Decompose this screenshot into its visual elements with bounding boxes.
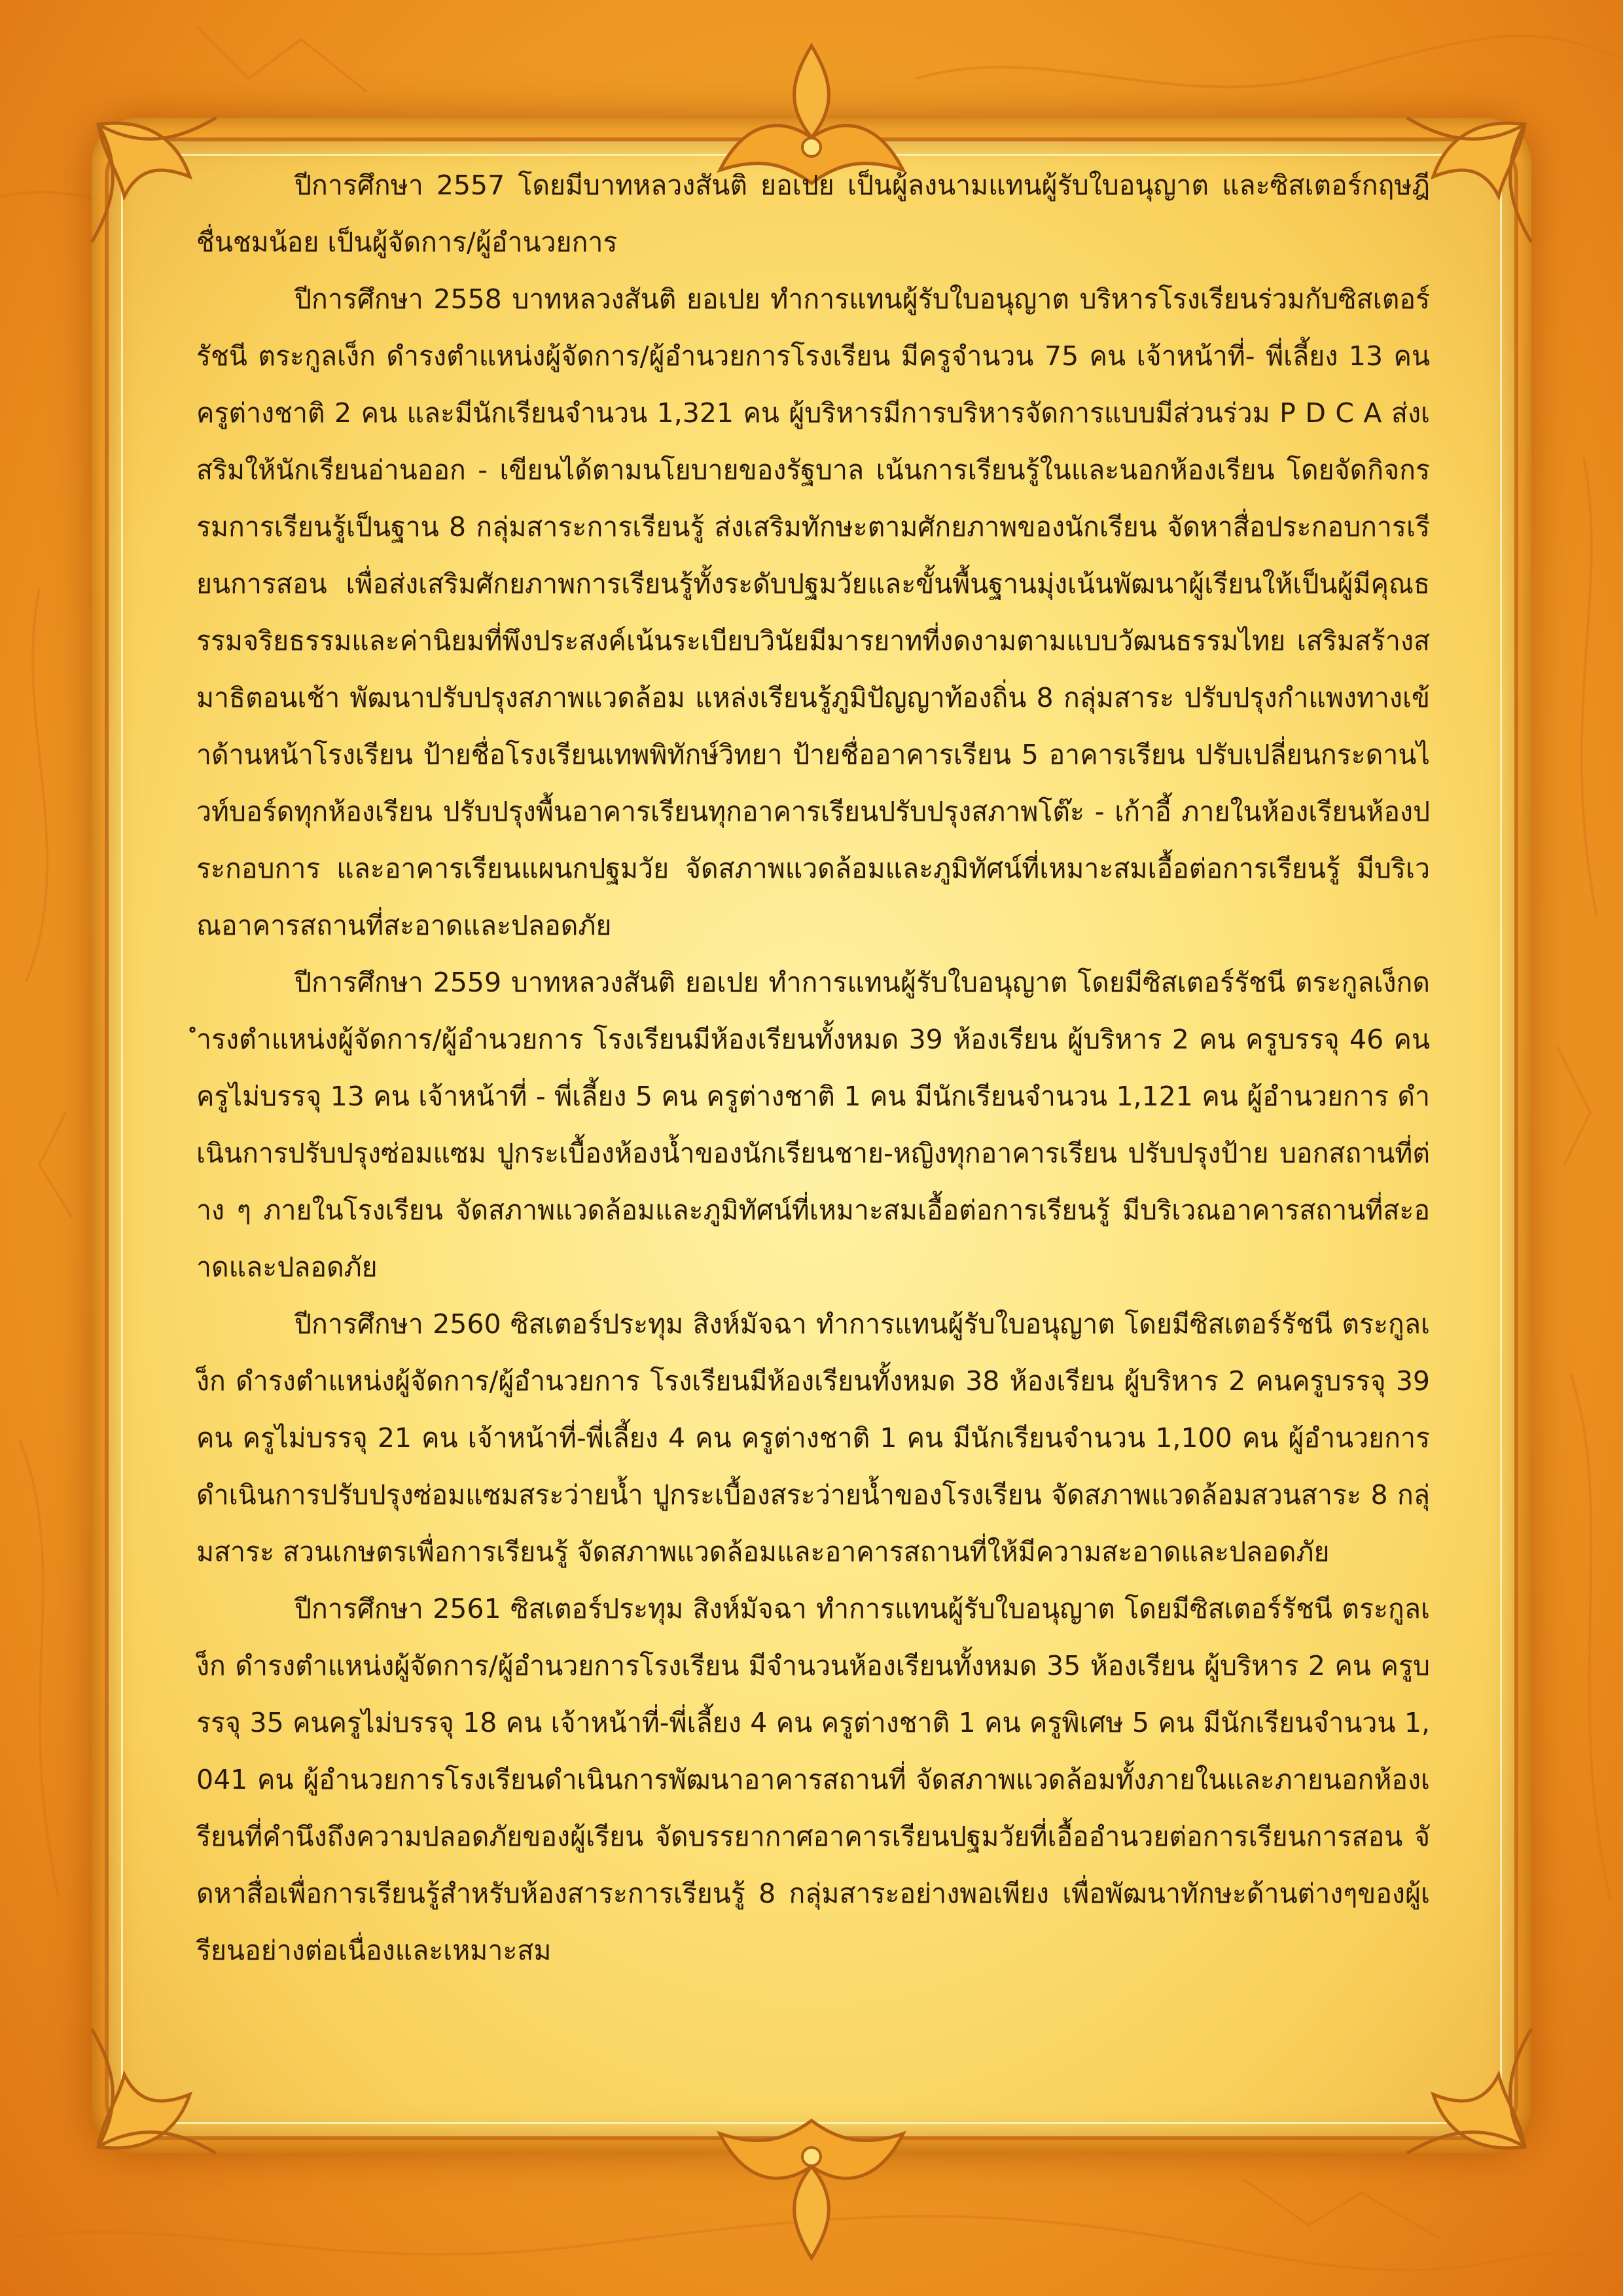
paragraph-2558: ปีการศึกษา 2558 บาทหลวงสันติ ยอเปย ทำการแทนผู้รับใบอนุญาต บริหารโรงเรียนร่วมกับซิสเตอร์รัชนี ตระกูลเง็ก ดำรงตำแหน่งผู้จัดการ/ผู้อำนวยการโรงเรียน มีครูจำนวน 75 คน เจ้าหน้าที่- พี่เลี้ยง 13 คน ครูต่างชาติ 2 คน และมีนักเรียนจำนวน 1,321 คน ผู้บริหารมีการบริหารจัดการแบบมีส่วนร่วม P D C A ส่งเสริมให้นักเรียนอ่านออก - เขียนได้ตามนโยบายของรัฐบาล เน้นการเรียนรู้ในและนอกห้องเรียน โดยจัดกิจกรรมการเรียนรู้เป็นฐาน 8 กลุ่มสาระการเรียนรู้ ส่งเสริมทักษะตามศักยภาพของนักเรียน จัดหาสื่อประกอบการเรียนการสอน เพื่อส่งเสริมศักยภาพการเรียนรู้ทั้งระดับปฐมวัยและขั้นพื้นฐานมุ่งเน้นพัฒนาผู้เรียนให้เป็นผู้มีคุณธรรมจริยธรรมและค่านิยมที่พึงประสงค์เน้นระเบียบวินัยมีมารยาทที่งดงามตามแบบวัฒนธรรมไทย เสริมสร้างสมาธิตอนเช้า พัฒนาปรับปรุงสภาพแวดล้อม แหล่งเรียนรู้ภูมิปัญญาท้องถิ่น 8 กลุ่มสาระ ปรับปรุงกำแพงทางเข้าด้านหน้าโรงเรียน ป้ายชื่อโรงเรียนเทพพิทักษ์วิทยา ป้ายชื่ออาคารเรียน 5 อาคารเรียน ปรับเปลี่ยนกระดานไวท์บอร์ดทุกห้องเรียน ปรับปรุงพื้นอาคารเรียนทุกอาคารเรียนปรับปรุงสภาพโต๊ะ - เก้าอี้ ภายในห้องเรียนห้องประกอบการ และอาคารเรียนแผนกปฐมวัย จัดสภาพแวดล้อมและภูมิทัศน์ที่เหมาะสมเอื้อต่อการเรียนรู้ มีบริเวณอาคารสถานที่สะอาดและปลอดภัย [196, 283, 1430, 941]
paragraph-2557: ปีการศึกษา 2557 โดยมีบาทหลวงสันติ ยอเปย เป็นผู้ลงนามแทนผู้รับใบอนุญาต และซิสเตอร์กฤษฎี ชื่นชมน้อย เป็นผู้จัดการ/ผู้อำนวยการ [196, 170, 1430, 258]
floral-corner-icon [1381, 2003, 1538, 2160]
paragraph-2559: ปีการศึกษา 2559 บาทหลวงสันติ ยอเปย ทำการแทนผู้รับใบอนุญาต โดยมีซิสเตอร์รัชนี ตระกูลเง็กดำรงตำแหน่งผู้จัดการ/ผู้อำนวยการ โรงเรียนมีห้องเรียนทั้งหมด 39 ห้องเรียน ผู้บริหาร 2 คน ครูบรรจุ 46 คน ครูไม่บรรจุ 13 คน เจ้าหน้าที่ - พี่เลี้ยง 5 คน ครูต่างชาติ 1 คน มีนักเรียนจำนวน 1,121 คน ผู้อำนวยการ ดำเนินการปรับปรุงซ่อมแซม ปูกระเบื้องห้องน้ำของนักเรียนชาย-หญิงทุกอาคารเรียน ปรับปรุงป้าย บอกสถานที่ต่าง ๆ ภายในโรงเรียน จัดสภาพแวดล้อมและภูมิทัศน์ที่เหมาะสมเอื้อต่อการเรียนรู้ มีบริเวณอาคารสถานที่สะอาดและปลอดภัย [196, 967, 1430, 1283]
paragraph-2560: ปีการศึกษา 2560 ซิสเตอร์ประทุม สิงห์มัจฉา ทำการแทนผู้รับใบอนุญาต โดยมีซิสเตอร์รัชนี ตระกูลเง็ก ดำรงตำแหน่งผู้จัดการ/ผู้อำนวยการ โรงเรียนมีห้องเรียนทั้งหมด 38 ห้องเรียน ผู้บริหาร 2 คนครูบรรจุ 39 คน ครูไม่บรรจุ 21 คน เจ้าหน้าที่-พี่เลี้ยง 4 คน ครูต่างชาติ 1 คน มีนักเรียนจำนวน 1,100 คน ผู้อำนวยการ ดำเนินการปรับปรุงซ่อมแซมสระว่ายน้ำ ปูกระเบื้องสระว่ายน้ำของโรงเรียน จัดสภาพแวดล้อมสวนสาระ 8 กลุ่มสาระ สวนเกษตรเพื่อการเรียนรู้ จัดสภาพแวดล้อมและอาคารสถานที่ให้มีความสะอาดและปลอดภัย [196, 1308, 1430, 1568]
floral-corner-icon [85, 2003, 242, 2160]
floral-crest-icon [713, 2114, 910, 2265]
paragraph-2561: ปีการศึกษา 2561 ซิสเตอร์ประทุม สิงห์มัจฉา ทำการแทนผู้รับใบอนุญาต โดยมีซิสเตอร์รัชนี ตระกูลเง็ก ดำรงตำแหน่งผู้จัดการ/ผู้อำนวยการโรงเรียน มีจำนวนห้องเรียนทั้งหมด 35 ห้องเรียน ผู้บริหาร 2 คน ครูบรรจุ 35 คนครูไม่บรรจุ 18 คน เจ้าหน้าที่-พี่เลี้ยง 4 คน ครูต่างชาติ 1 คน ครูพิเศษ 5 คน มีนักเรียนจำนวน 1,041 คน ผู้อำนวยการโรงเรียนดำเนินการพัฒนาอาคารสถานที่ จัดสภาพแวดล้อมทั้งภายในและภายนอกห้องเรียนที่คำนึงถึงความปลอดภัยของผู้เรียน จัดบรรยากาศอาคารเรียนปฐมวัยที่เอื้ออำนวยต่อการเรียนการสอน จัดหาสื่อเพื่อการเรียนรู้สำหรับห้องสาระการเรียนรู้ 8 กลุ่มสาระอย่างพอเพียง เพื่อพัฒนาทักษะด้านต่างๆของผู้เรียนอย่างต่อเนื่องและเหมาะสม [196, 1593, 1430, 1966]
document-body [196, 157, 1430, 1979]
